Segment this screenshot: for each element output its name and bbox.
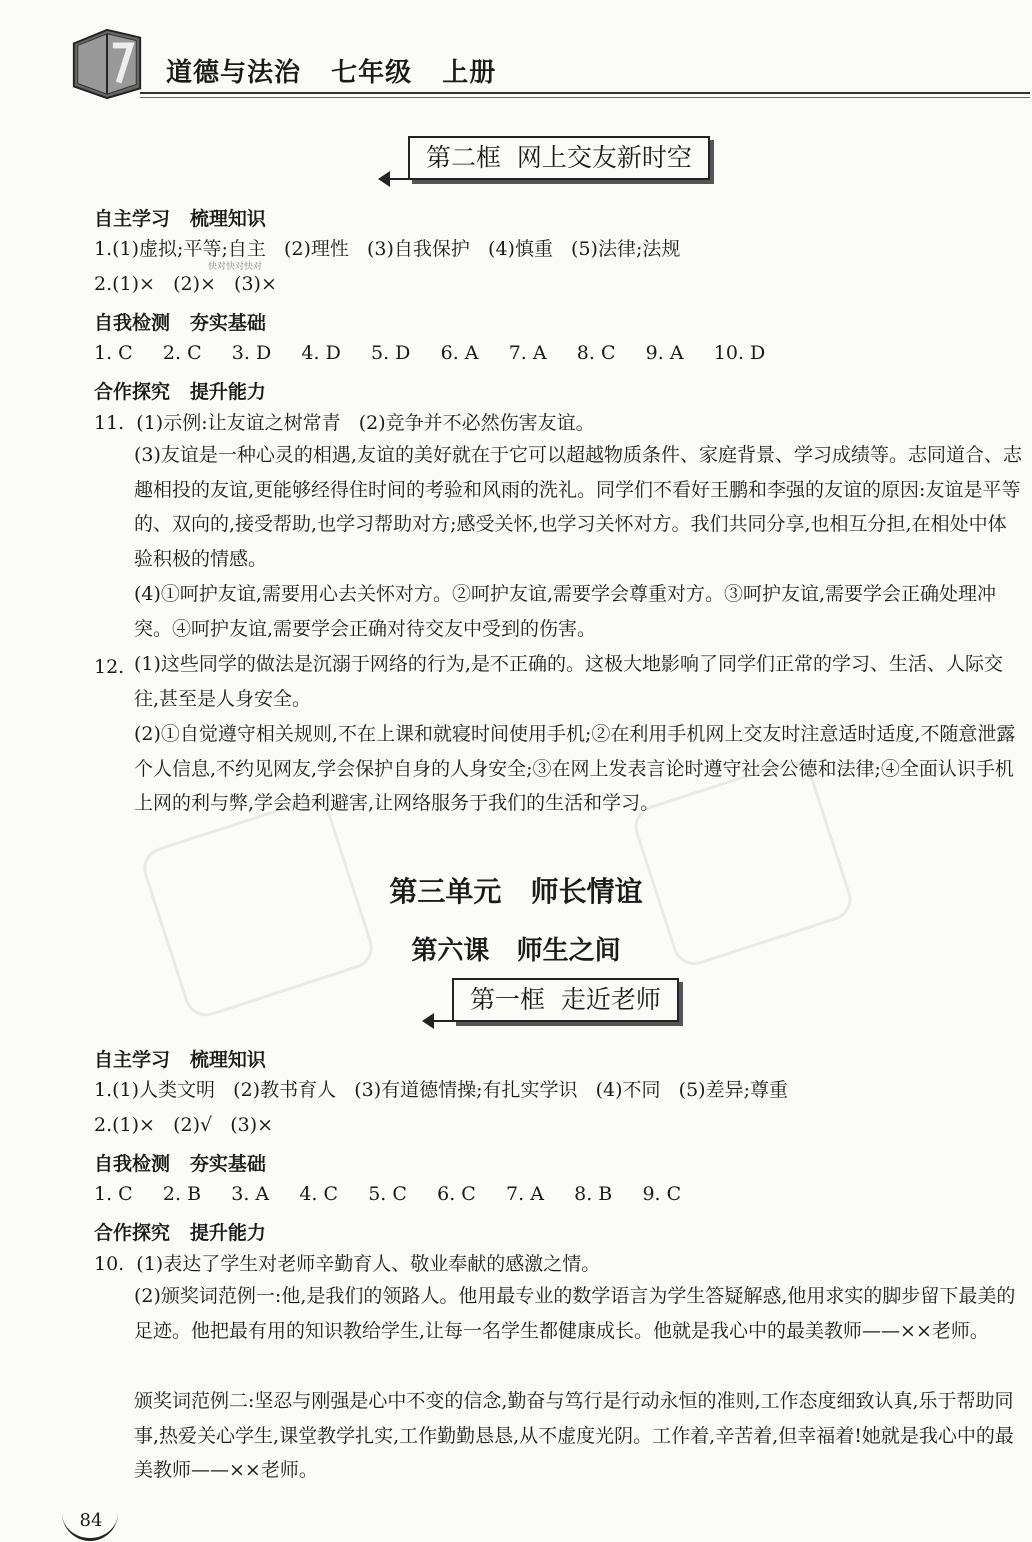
answer-line: 11. (1)示例:让友谊之树常青 (2)竞争并不必然伤害友谊。 — [94, 412, 595, 434]
answer-line: 1. C 2. B 3. A 4. C 5. C 6. C 7. A 8. B 9. C — [94, 1183, 682, 1205]
page-header — [60, 18, 1032, 108]
answer-paragraph: (1)这些同学的做法是沉溺于网络的行为,是不正确的。这极大地影响了同学们正常的学习、生活、人际交往,甚至是人身安全。 — [134, 653, 1003, 710]
section-heading: 合作探究 提升能力 — [94, 381, 266, 403]
header-rule — [140, 92, 1030, 94]
answer-paragraph: (2)①自觉遵守相关规则,不在上课和就寝时间使用手机;②在利用手机网上交友时注意适时适度,不随意泄露个人信息,不约见网友,学会保护自身的人身安全;③在网上发表言论时遵守社会公德和法律;④全面认识手机上网的利与弊,学会趋利避害,让网络服务于我们的生活和学习。 — [134, 723, 1016, 815]
header-rule-thin — [140, 97, 1030, 98]
section-heading: 自我检测 夯实基础 — [94, 312, 266, 334]
lesson-title: 第六课 师生之间 — [411, 936, 621, 966]
answer-paragraph: (2)颁奖词范例一:他,是我们的领路人。他用最专业的数学语言为学生答疑解惑,他用求实的脚步留下最美的足迹。他把最有用的知识教给学生,让每一名学生都健康成长。他就是我心中的最美教师——××老师。 — [134, 1285, 1016, 1342]
stamp-text: 快对快对快对 — [208, 262, 263, 272]
frame-title: 第二框 网上交友新时空 — [408, 136, 710, 180]
section-heading: 合作探究 提升能力 — [94, 1222, 266, 1244]
answer-line: 2.(1)× (2)× (3)× — [94, 273, 277, 295]
answer-line: 1.(1)虚拟;平等;自主 (2)理性 (3)自我保护 (4)慎重 (5)法律;法规 — [94, 238, 681, 260]
section-heading: 自主学习 梳理知识 — [94, 208, 266, 230]
page-number: 84 — [79, 1510, 103, 1531]
question-number: 12. — [94, 656, 125, 678]
frame-arrow — [388, 178, 410, 180]
answer-paragraph: (4)①呵护友谊,需要用心去关怀对方。②呵护友谊,需要学会尊重对方。③呵护友谊,需要学会正确处理冲突。④呵护友谊,需要学会正确对待交友中受到的伤害。 — [134, 583, 997, 640]
unit-title: 第三单元 师长情谊 — [389, 875, 643, 908]
answer-paragraph: 颁奖词范例二:坚忍与刚强是心中不变的信念,勤奋与笃行是行动永恒的准则,工作态度细致认真,乐于帮助同事,热爱关心学生,课堂教学扎实,工作勤勤恳恳,从不虚度光阴。工作着,辛苦着,但幸福着!她就是我心中的最美教师——××老师。 — [134, 1390, 1014, 1482]
answer-line: 1. C 2. C 3. D 4. D 5. D 6. A 7. A 8. C 9. A 10. D — [94, 342, 766, 364]
answer-line: 10. (1)表达了学生对老师辛勤育人、敬业奉献的感激之情。 — [94, 1253, 601, 1275]
answer-line: 1.(1)人类文明 (2)教书育人 (3)有道德情操;有扎实学识 (4)不同 (5)差异;尊重 — [94, 1079, 788, 1101]
answer-line: 2.(1)× (2)√ (3)× — [94, 1114, 274, 1136]
section-heading: 自主学习 梳理知识 — [94, 1049, 266, 1071]
answer-paragraph: (3)友谊是一种心灵的相遇,友谊的美好就在于它可以超越物质条件、家庭背景、学习成绩等。志同道合、志趣相投的友谊,更能够经得住时间的考验和风雨的洗礼。同学们不看好王鹏和李强的友谊的原因:友谊是平等的、双向的,接受帮助,也学习帮助对方;感受关怀,也学习关怀对方。我们共同分享,也相互分担,在相处中体验积极的情感。 — [134, 444, 1022, 570]
header-title: 道德与法治 七年级 上册 — [166, 58, 497, 88]
section-heading: 自我检测 夯实基础 — [94, 1153, 266, 1175]
book-icon — [68, 24, 146, 102]
frame-title: 第一框 走近老师 — [452, 978, 679, 1022]
